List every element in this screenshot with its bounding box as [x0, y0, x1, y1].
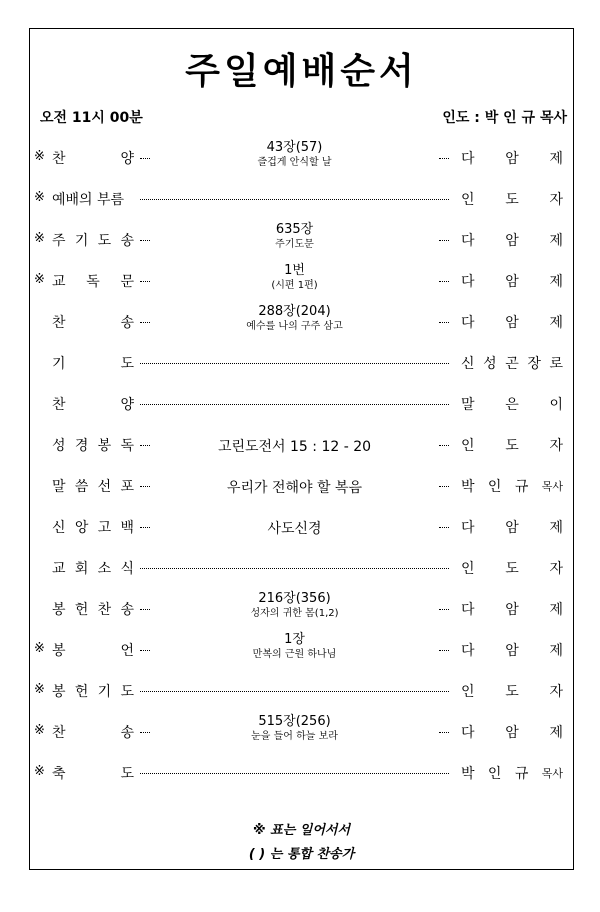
hymn-number: 43장(57) — [266, 140, 323, 155]
hymn-title: 눈을 들어 하늘 보라 — [251, 731, 338, 742]
order-row — [30, 508, 573, 548]
item-content: 고린도전서 15 : 12 - 20 — [158, 436, 431, 456]
order-row — [30, 631, 573, 671]
responsible-person: 다 암 제 — [461, 643, 563, 659]
responsible-person: 다 암 제 — [461, 520, 563, 536]
hymn-title: 만복의 근원 하나님 — [252, 649, 337, 660]
standing-mark: ※ — [34, 682, 45, 697]
standing-mark: ※ — [34, 231, 45, 246]
dotted-leader — [439, 609, 449, 610]
order-row — [30, 221, 573, 261]
order-row — [30, 344, 573, 384]
hymn-title: 성자의 귀한 몸(1,2) — [250, 608, 339, 619]
item-label: 주 기 도 송 — [52, 233, 134, 249]
standing-mark: ※ — [34, 641, 45, 656]
order-row — [30, 139, 573, 179]
hymn-number: 515장(256) — [258, 714, 331, 729]
responsible-person: 신 성 곤 장 로 — [461, 356, 563, 372]
dotted-leader — [140, 527, 150, 528]
responsible-person: 인 도 자 — [461, 192, 563, 208]
responsible-person: 인 도 자 — [461, 438, 563, 454]
responsible-person: 다 암 제 — [461, 725, 563, 741]
dotted-leader — [439, 527, 449, 528]
dotted-leader — [140, 445, 150, 446]
item-label: 예배의 부름 — [52, 192, 125, 208]
item-label: 신 앙 고 백 — [52, 520, 134, 536]
item-label: 찬 양 — [52, 397, 134, 413]
item-label: 봉 헌 기 도 — [52, 684, 134, 700]
item-content — [158, 632, 431, 661]
responsible-person: 다 암 제 — [461, 315, 563, 331]
bulletin-frame — [29, 28, 574, 870]
item-content: 우리가 전해야 할 복음 — [158, 477, 431, 497]
service-time: 오전 11시 00분 — [40, 110, 143, 126]
order-row — [30, 713, 573, 753]
responsible-person: 다 암 제 — [461, 233, 563, 249]
item-label: 기 도 — [52, 356, 134, 372]
dotted-leader — [140, 650, 150, 651]
order-row — [30, 426, 573, 466]
item-content — [158, 140, 431, 169]
order-row — [30, 180, 573, 220]
dotted-leader — [140, 281, 150, 282]
responsible-person: 박 인 규 목사 — [461, 479, 563, 495]
dotted-leader — [439, 281, 449, 282]
order-row — [30, 303, 573, 343]
item-content: 사도신경 — [158, 518, 431, 538]
item-content — [158, 263, 431, 292]
item-content — [158, 714, 431, 743]
item-label: 축 도 — [52, 766, 134, 782]
item-label: 찬 송 — [52, 315, 134, 331]
hymn-number: 635장 — [275, 222, 314, 237]
standing-mark: ※ — [34, 723, 45, 738]
order-row — [30, 262, 573, 302]
item-content — [158, 304, 431, 333]
hymn-number: 216장(356) — [258, 591, 331, 606]
responsible-person: 다 암 제 — [461, 602, 563, 618]
item-label: 교 회 소 식 — [52, 561, 134, 577]
standing-mark: ※ — [34, 272, 45, 287]
dotted-leader — [140, 691, 449, 692]
dotted-leader — [439, 486, 449, 487]
hymn-title: 즐겁게 안식할 날 — [257, 157, 332, 168]
hymn-number: 288장(204) — [258, 304, 331, 319]
order-row — [30, 754, 573, 794]
standing-mark: ※ — [34, 764, 45, 779]
item-content — [158, 591, 431, 620]
hymn-title: 주기도문 — [275, 239, 314, 250]
page-title: 주일예배순서 — [185, 51, 418, 92]
dotted-leader — [140, 486, 150, 487]
standing-mark: ※ — [34, 149, 45, 164]
dotted-leader — [140, 732, 150, 733]
dotted-leader — [140, 199, 449, 200]
hymn-title: (시편 1편) — [271, 280, 318, 291]
responsible-person: 다 암 제 — [461, 151, 563, 167]
item-label: 찬 송 — [52, 725, 134, 741]
item-label: 성 경 봉 독 — [52, 438, 134, 454]
dotted-leader — [439, 322, 449, 323]
order-row — [30, 385, 573, 425]
order-row — [30, 467, 573, 507]
service-leader: 인도 : 박 인 규 목사 — [442, 110, 567, 126]
dotted-leader — [439, 732, 449, 733]
footer-hymnal-note: ( ) 는 통합 찬송가 — [248, 847, 355, 862]
dotted-leader — [140, 363, 449, 364]
dotted-leader — [140, 609, 150, 610]
hymn-number: 1번 — [284, 263, 305, 278]
responsible-person: 인 도 자 — [461, 684, 563, 700]
responsible-person: 말 은 이 — [461, 397, 563, 413]
responsible-person: 다 암 제 — [461, 274, 563, 290]
order-row — [30, 672, 573, 712]
dotted-leader — [140, 322, 150, 323]
dotted-leader — [140, 240, 150, 241]
responsible-person: 인 도 자 — [461, 561, 563, 577]
dotted-leader — [140, 773, 449, 774]
order-row — [30, 590, 573, 630]
responsible-person: 박 인 규 목사 — [461, 766, 563, 782]
dotted-leader — [439, 158, 449, 159]
hymn-title: 예수를 나의 구주 삼고 — [246, 321, 343, 332]
item-label: 봉 언 — [52, 643, 134, 659]
dotted-leader — [140, 158, 150, 159]
order-row — [30, 549, 573, 589]
standing-mark: ※ — [34, 190, 45, 205]
item-label: 말 씀 선 포 — [52, 479, 134, 495]
hymn-number: 1장 — [284, 632, 305, 647]
item-label: 교 독 문 — [52, 274, 134, 290]
item-label: 봉 헌 찬 송 — [52, 602, 134, 618]
dotted-leader — [140, 568, 449, 569]
item-label: 찬 양 — [52, 151, 134, 167]
item-content — [158, 222, 431, 251]
dotted-leader — [140, 404, 449, 405]
dotted-leader — [439, 650, 449, 651]
dotted-leader — [439, 445, 449, 446]
dotted-leader — [439, 240, 449, 241]
footer-standing-note: ※ 표는 일어서서 — [252, 823, 351, 838]
